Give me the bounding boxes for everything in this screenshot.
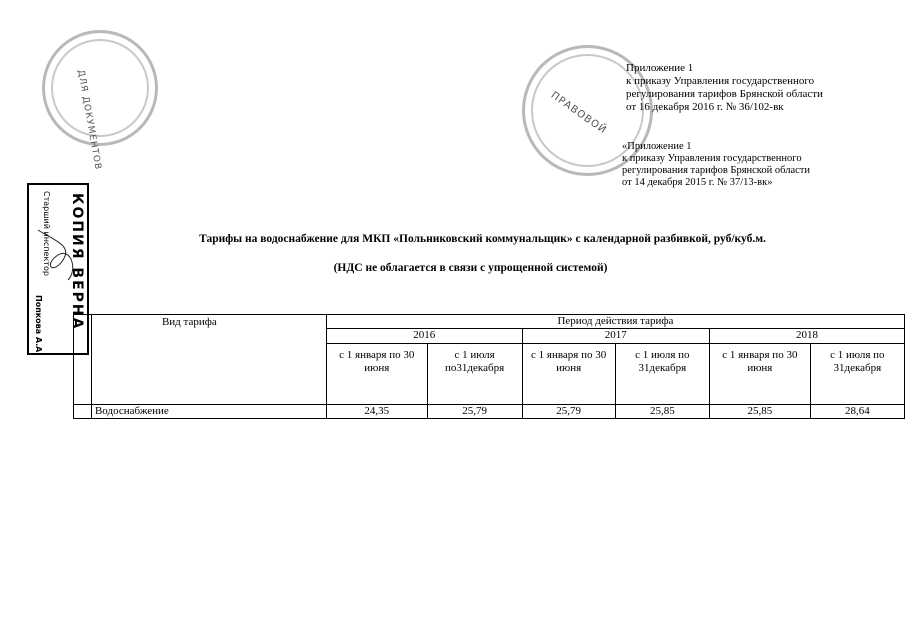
appendix-old-line2: к приказу Управления государственного — [622, 153, 802, 164]
table-header-row — [74, 315, 905, 329]
appendix-old-line4: от 14 декабря 2015 г. № 37/13-вк» — [622, 177, 773, 188]
appendix-new-line2: к приказу Управления государственного — [626, 75, 815, 87]
year-header-2016: 2016 — [326, 329, 522, 344]
tariff-value-cell: 24,35 — [326, 405, 427, 419]
row-index-cell — [74, 405, 92, 419]
document-stamp-left — [42, 30, 158, 172]
page-title: Тарифы на водоснабжение для МКП «Польниковский коммунальщик» с календарной разбивкой, руб/куб.м. — [199, 233, 766, 245]
table-row — [74, 405, 905, 419]
period-cell: с 1 января по 30 июня — [522, 344, 615, 405]
appendix-new-line3: регулирования тарифов Брянской области — [626, 88, 823, 100]
tariff-value-cell: 25,85 — [615, 405, 709, 419]
tariff-table — [73, 314, 905, 419]
appendix-header-new — [626, 62, 823, 114]
copy-role: Старший инспектор — [42, 191, 51, 276]
tariff-value-cell: 25,79 — [522, 405, 615, 419]
copy-title: КОПИЯ ВЕРНА — [69, 193, 85, 331]
year-header-2018: 2018 — [709, 329, 904, 344]
period-cell: с 1 января по 30 июня — [709, 344, 810, 405]
tariff-value-cell: 28,64 — [810, 405, 904, 419]
appendix-old-line1: «Приложение 1 — [622, 141, 692, 152]
year-header-2017: 2017 — [522, 329, 709, 344]
appendix-old-line3: регулирования тарифов Брянской области — [622, 165, 810, 176]
period-cell: с 1 января по 30 июня — [326, 344, 427, 405]
period-cell: с 1 июля по 31декабря — [810, 344, 904, 405]
stamp-right-text: ПРАВОВОЙ — [548, 90, 609, 137]
appendix-new-line1: Приложение 1 — [626, 62, 694, 74]
table-corner-cell — [74, 315, 92, 405]
col-period-header: Период действия тарифа — [326, 315, 904, 329]
stamp-left-text: ДЛЯ ДОКУМЕНТОВ — [75, 69, 103, 172]
tariff-value-cell: 25,79 — [427, 405, 522, 419]
copy-name: Попкова А.А. — [34, 295, 43, 356]
row-label-water-supply: Водоснабжение — [91, 405, 326, 419]
period-cell: с 1 июля по31декабря — [427, 344, 522, 405]
period-cell: с 1 июля по 31декабря — [615, 344, 709, 405]
page-subtitle: (НДС не облагается в связи с упрощенной системой) — [333, 262, 608, 274]
appendix-new-line4: от 16 декабря 2016 г. № 36/102-вк — [626, 101, 784, 113]
col-type-header: Вид тарифа — [91, 315, 326, 405]
tariff-value-cell: 25,85 — [709, 405, 810, 419]
appendix-header-old — [622, 141, 810, 189]
